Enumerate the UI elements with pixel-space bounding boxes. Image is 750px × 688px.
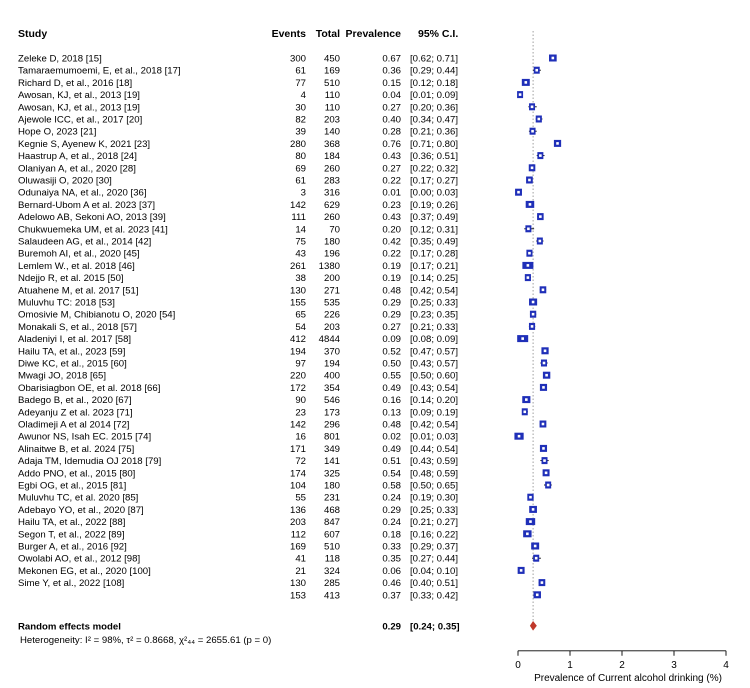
- study-events: 412: [289, 334, 306, 346]
- study-ci: [0.09; 0.19]: [410, 407, 459, 419]
- study-ci: [0.12; 0.31]: [410, 224, 459, 236]
- study-events: 75: [295, 236, 306, 248]
- study-label: Adebayo YO, et al., 2020 [87]: [18, 504, 144, 516]
- study-events: 169: [289, 541, 306, 553]
- heterogeneity-text: Heterogeneity: I² = 98%, τ² = 0.8668, χ²₄₄ = 2655.61 (p = 0): [20, 634, 272, 646]
- study-ci: [0.44; 0.54]: [410, 443, 459, 455]
- study-prevalence: 0.13: [382, 407, 401, 419]
- study-marker-center: [536, 594, 539, 597]
- study-marker-center: [517, 191, 520, 194]
- study-marker-center: [532, 313, 535, 316]
- study-total: 847: [323, 517, 340, 529]
- study-label: Odunaiya NA, et al., 2020 [36]: [18, 187, 147, 199]
- study-marker-center: [538, 118, 541, 121]
- study-total: 400: [323, 370, 340, 382]
- study-marker-center: [539, 240, 542, 243]
- study-ci: [0.25; 0.33]: [410, 504, 459, 516]
- study-ci: [0.33; 0.42]: [410, 590, 459, 602]
- study-total: 349: [323, 443, 340, 455]
- study-total: 184: [323, 151, 340, 163]
- study-prevalence: 0.54: [382, 468, 401, 480]
- study-events: 21: [295, 565, 306, 577]
- study-total: 169: [323, 65, 340, 77]
- study-label: Muluvhu TC: 2018 [53]: [18, 297, 115, 309]
- study-prevalence: 0.24: [382, 492, 401, 504]
- pooled-prevalence: 0.29: [382, 621, 401, 633]
- study-ci: [0.42; 0.54]: [410, 285, 459, 297]
- study-prevalence: 0.52: [382, 346, 401, 358]
- study-prevalence: 0.04: [382, 90, 401, 102]
- study-prevalence: 0.27: [382, 321, 401, 333]
- study-marker-center: [529, 203, 532, 206]
- study-marker-center: [531, 167, 534, 170]
- x-tick-label: 3: [671, 659, 677, 671]
- study-total: 607: [323, 529, 340, 541]
- study-prevalence: 0.02: [382, 431, 401, 443]
- study-marker-center: [543, 362, 546, 365]
- study-ci: [0.43; 0.59]: [410, 456, 459, 468]
- study-total: 196: [323, 248, 340, 260]
- study-ci: [0.40; 0.51]: [410, 578, 459, 590]
- study-ci: [0.20; 0.36]: [410, 102, 459, 114]
- study-label: Muluvhu TC, et al. 2020 [85]: [18, 492, 139, 504]
- study-events: 90: [295, 395, 306, 407]
- study-total: 271: [323, 285, 340, 297]
- study-events: 72: [295, 456, 306, 468]
- pooled-ci: [0.24; 0.35]: [410, 621, 460, 633]
- study-events: 111: [291, 212, 306, 224]
- study-total: 296: [323, 419, 340, 431]
- study-marker-center: [552, 57, 555, 60]
- header-ci: 95% C.I.: [418, 28, 459, 40]
- study-prevalence: 0.35: [382, 553, 401, 565]
- study-marker-center: [545, 472, 548, 475]
- study-ci: [0.48; 0.59]: [410, 468, 459, 480]
- study-ci: [0.27; 0.44]: [410, 553, 459, 565]
- study-events: 153: [289, 590, 306, 602]
- study-events: 82: [295, 114, 306, 126]
- study-marker-center: [542, 447, 545, 450]
- study-total: 510: [323, 77, 340, 89]
- study-events: 172: [289, 382, 306, 394]
- study-prevalence: 0.29: [382, 504, 401, 516]
- study-prevalence: 0.09: [382, 334, 401, 346]
- study-events: 55: [295, 492, 306, 504]
- study-total: 180: [323, 480, 340, 492]
- study-label: Atuahene M, et al. 2017 [51]: [18, 285, 139, 297]
- study-marker-center: [556, 142, 559, 145]
- study-total: 468: [323, 504, 340, 516]
- study-total: 140: [323, 126, 340, 138]
- study-label: Alinaitwe B, et al. 2024 [75]: [18, 443, 135, 455]
- study-ci: [0.14; 0.20]: [410, 395, 459, 407]
- study-events: 130: [289, 578, 306, 590]
- study-total: 118: [324, 553, 340, 565]
- study-ci: [0.14; 0.25]: [410, 273, 459, 285]
- study-prevalence: 0.27: [382, 163, 401, 175]
- study-ci: [0.01; 0.09]: [410, 90, 459, 102]
- study-label: Hope O, 2023 [21]: [18, 126, 97, 138]
- study-events: 69: [295, 163, 306, 175]
- x-tick-label: 0: [515, 659, 521, 671]
- study-marker-center: [531, 130, 534, 133]
- study-label: Chukwuemeka UM, et al. 2023 [41]: [18, 224, 168, 236]
- study-marker-center: [544, 350, 547, 353]
- study-marker-center: [543, 459, 546, 462]
- study-marker-center: [542, 386, 545, 389]
- study-total: 110: [324, 90, 340, 102]
- study-marker-center: [531, 325, 534, 328]
- study-total: 194: [323, 358, 340, 370]
- study-events: 142: [289, 199, 306, 211]
- study-events: 261: [289, 260, 306, 272]
- study-label: Hailu TA, et al., 2023 [59]: [18, 346, 126, 358]
- study-prevalence: 0.18: [382, 529, 401, 541]
- study-marker-center: [532, 508, 535, 511]
- study-label: Richard D, et al., 2016 [18]: [18, 77, 133, 89]
- study-marker-center: [529, 496, 532, 499]
- study-marker-center: [525, 81, 528, 84]
- study-prevalence: 0.48: [382, 285, 401, 297]
- study-total: 368: [323, 138, 340, 150]
- study-events: 54: [295, 321, 306, 333]
- study-ci: [0.25; 0.33]: [410, 297, 459, 309]
- study-total: 231: [323, 492, 340, 504]
- study-ci: [0.29; 0.37]: [410, 541, 459, 553]
- study-ci: [0.19; 0.26]: [410, 199, 459, 211]
- study-label: Omosivie M, Chibianotu O, 2020 [54]: [18, 309, 176, 321]
- study-total: 4844: [318, 334, 340, 346]
- study-total: 370: [323, 346, 340, 358]
- study-marker-center: [519, 93, 522, 96]
- study-label: Olaniyan A, et al., 2020 [28]: [18, 163, 136, 175]
- study-prevalence: 0.20: [382, 224, 401, 236]
- study-events: 300: [289, 53, 306, 65]
- study-label: Mwagi JO, 2018 [65]: [18, 370, 106, 382]
- study-marker-center: [528, 252, 531, 255]
- study-events: 136: [289, 504, 306, 516]
- study-total: 203: [323, 321, 340, 333]
- study-total: 354: [323, 382, 340, 394]
- study-marker-center: [520, 569, 523, 572]
- study-ci: [0.50; 0.65]: [410, 480, 459, 492]
- study-events: 171: [289, 443, 306, 455]
- study-events: 194: [289, 346, 306, 358]
- study-prevalence: 0.51: [382, 456, 401, 468]
- study-label: Tamaraemumoemi, E, et al., 2018 [17]: [18, 65, 181, 77]
- study-ci: [0.21; 0.36]: [410, 126, 459, 138]
- study-ci: [0.17; 0.27]: [410, 175, 459, 187]
- study-label: Segon T, et al., 2022 [89]: [18, 529, 125, 541]
- study-marker-center: [539, 154, 542, 157]
- study-ci: [0.17; 0.28]: [410, 248, 459, 260]
- study-ci: [0.43; 0.57]: [410, 358, 459, 370]
- study-label: Badego B, et al., 2020 [67]: [18, 395, 132, 407]
- study-total: 260: [323, 163, 340, 175]
- study-events: 220: [289, 370, 306, 382]
- study-label: Owolabi AO, et al., 2012 [98]: [18, 553, 141, 565]
- study-prevalence: 0.42: [382, 236, 401, 248]
- study-marker-center: [523, 411, 526, 414]
- study-prevalence: 0.76: [382, 138, 401, 150]
- study-prevalence: 0.40: [382, 114, 401, 126]
- study-marker-center: [541, 581, 544, 584]
- study-events: 142: [289, 419, 306, 431]
- study-marker-center: [529, 520, 532, 523]
- study-marker-center: [545, 374, 548, 377]
- study-total: 141: [323, 456, 340, 468]
- study-ci: [0.08; 0.09]: [410, 334, 459, 346]
- study-prevalence: 0.22: [382, 248, 401, 260]
- study-prevalence: 0.43: [382, 212, 401, 224]
- study-ci: [0.71; 0.80]: [410, 138, 459, 150]
- study-prevalence: 0.27: [382, 102, 401, 114]
- study-events: 112: [290, 529, 306, 541]
- study-label: Adeyanju Z et al. 2023 [71]: [18, 407, 133, 419]
- study-ci: [0.19; 0.30]: [410, 492, 459, 504]
- study-label: Burger A, et al., 2016 [92]: [18, 541, 127, 553]
- study-prevalence: 0.29: [382, 309, 401, 321]
- study-label: Zeleke D, 2018 [15]: [18, 53, 102, 65]
- study-ci: [0.00; 0.03]: [410, 187, 459, 199]
- study-ci: [0.35; 0.49]: [410, 236, 459, 248]
- study-total: 226: [323, 309, 340, 321]
- study-total: 801: [323, 431, 340, 443]
- pooled-label: Random effects model: [18, 621, 121, 633]
- study-ci: [0.04; 0.10]: [410, 565, 459, 577]
- study-ci: [0.37; 0.49]: [410, 212, 459, 224]
- study-marker-center: [526, 533, 529, 536]
- study-total: 283: [323, 175, 340, 187]
- pooled-diamond: [530, 622, 536, 630]
- study-ci: [0.62; 0.71]: [410, 53, 459, 65]
- study-ci: [0.22; 0.32]: [410, 163, 459, 175]
- study-marker-center: [527, 276, 530, 279]
- study-total: 629: [323, 199, 340, 211]
- study-events: 16: [295, 431, 306, 443]
- study-marker-center: [535, 69, 538, 72]
- study-label: Oluwasiji O, 2020 [30]: [18, 175, 112, 187]
- study-label: Oladimeji A et al 2014 [72]: [18, 419, 130, 431]
- study-events: 30: [295, 102, 306, 114]
- study-marker-center: [527, 264, 530, 267]
- study-label: Sime Y, et al., 2022 [108]: [18, 578, 125, 590]
- study-prevalence: 0.50: [382, 358, 401, 370]
- study-total: 285: [323, 578, 340, 590]
- study-events: 203: [289, 517, 306, 529]
- study-marker-center: [535, 557, 538, 560]
- study-ci: [0.12; 0.18]: [410, 77, 459, 89]
- x-tick-label: 2: [619, 659, 625, 671]
- study-total: 510: [323, 541, 340, 553]
- study-ci: [0.21; 0.27]: [410, 517, 459, 529]
- study-prevalence: 0.43: [382, 151, 401, 163]
- study-events: 14: [295, 224, 306, 236]
- study-prevalence: 0.33: [382, 541, 401, 553]
- study-ci: [0.42; 0.54]: [410, 419, 459, 431]
- study-events: 65: [295, 309, 306, 321]
- study-prevalence: 0.48: [382, 419, 401, 431]
- study-total: 413: [323, 590, 340, 602]
- study-ci: [0.43; 0.54]: [410, 382, 459, 394]
- study-label: Awosan, KJ, et al., 2013 [19]: [18, 90, 140, 102]
- study-prevalence: 0.16: [382, 395, 401, 407]
- study-events: 80: [295, 151, 306, 163]
- study-label: Adaja TM, Idemudia OJ 2018 [79]: [18, 456, 162, 468]
- study-ci: [0.29; 0.44]: [410, 65, 459, 77]
- study-events: 43: [295, 248, 306, 260]
- study-events: 97: [295, 358, 306, 370]
- study-prevalence: 0.58: [382, 480, 401, 492]
- x-tick-label: 1: [567, 659, 573, 671]
- study-events: 77: [295, 77, 306, 89]
- study-events: 61: [295, 65, 306, 77]
- study-label: Ndejjo R, et al. 2015 [50]: [18, 273, 124, 285]
- study-events: 41: [295, 553, 306, 565]
- study-marker-center: [532, 301, 535, 304]
- study-label: Salaudeen AG, et al., 2014 [42]: [18, 236, 152, 248]
- study-events: 38: [295, 273, 306, 285]
- study-marker-center: [528, 179, 531, 182]
- study-label: Haastrup A, et al., 2018 [24]: [18, 151, 137, 163]
- study-prevalence: 0.46: [382, 578, 401, 590]
- study-prevalence: 0.36: [382, 65, 401, 77]
- study-events: 155: [289, 297, 306, 309]
- study-total: 546: [323, 395, 340, 407]
- study-ci: [0.23; 0.35]: [410, 309, 459, 321]
- study-events: 3: [300, 187, 306, 199]
- x-tick-label: 4: [723, 659, 729, 671]
- study-marker-center: [547, 484, 550, 487]
- study-marker-center: [521, 337, 524, 340]
- study-label: Obarisiagbon OE, et al. 2018 [66]: [18, 382, 161, 394]
- study-marker-center: [542, 289, 545, 292]
- study-events: 130: [289, 285, 306, 297]
- study-marker-center: [534, 545, 537, 548]
- study-prevalence: 0.01: [382, 187, 401, 199]
- study-prevalence: 0.49: [382, 443, 401, 455]
- study-marker-center: [525, 398, 528, 401]
- study-label: Awunor NS, Isah EC. 2015 [74]: [18, 431, 152, 443]
- study-total: 203: [323, 114, 340, 126]
- study-label: Bernard-Ubom A et al. 2023 [37]: [18, 199, 156, 211]
- study-total: 535: [323, 297, 340, 309]
- study-label: Aladeniyi I, et al. 2017 [58]: [18, 334, 132, 346]
- study-label: Buremoh AI, et al., 2020 [45]: [18, 248, 140, 260]
- header-events: Events: [271, 28, 306, 40]
- study-prevalence: 0.29: [382, 297, 401, 309]
- study-label: Ajewole ICC, et al., 2017 [20]: [18, 114, 143, 126]
- study-label: Hailu TA, et al., 2022 [88]: [18, 517, 126, 529]
- study-marker-center: [542, 423, 545, 426]
- study-events: 174: [289, 468, 306, 480]
- study-ci: [0.36; 0.51]: [410, 151, 459, 163]
- study-prevalence: 0.28: [382, 126, 401, 138]
- study-total: 324: [323, 565, 340, 577]
- study-events: 4: [300, 90, 306, 102]
- study-total: 1380: [318, 260, 340, 272]
- study-events: 39: [295, 126, 306, 138]
- x-axis-title: Prevalence of Current alcohol drinking (%): [534, 672, 722, 684]
- study-prevalence: 0.67: [382, 53, 401, 65]
- study-events: 104: [289, 480, 306, 492]
- study-events: 23: [295, 407, 306, 419]
- study-prevalence: 0.55: [382, 370, 401, 382]
- study-label: Lemlem W., et al. 2018 [46]: [18, 260, 135, 272]
- study-ci: [0.34; 0.47]: [410, 114, 459, 126]
- study-total: 180: [323, 236, 340, 248]
- study-events: 61: [295, 175, 306, 187]
- study-label: Adelowo AB, Sekoni AO, 2013 [39]: [18, 212, 166, 224]
- study-label: Awosan, KJ, et al., 2013 [19]: [18, 102, 140, 114]
- study-prevalence: 0.15: [382, 77, 401, 89]
- study-ci: [0.16; 0.22]: [410, 529, 459, 541]
- header-study: Study: [18, 28, 48, 40]
- study-prevalence: 0.49: [382, 382, 401, 394]
- header-prevalence: Prevalence: [345, 28, 401, 40]
- study-total: 260: [323, 212, 340, 224]
- study-prevalence: 0.06: [382, 565, 401, 577]
- study-marker-center: [539, 215, 542, 218]
- study-marker-center: [531, 106, 534, 109]
- study-events: 280: [289, 138, 306, 150]
- study-prevalence: 0.19: [382, 260, 401, 272]
- study-prevalence: 0.19: [382, 273, 401, 285]
- header-total: Total: [315, 28, 340, 40]
- study-total: 316: [323, 187, 340, 199]
- study-label: Addo PNO, et al., 2015 [80]: [18, 468, 136, 480]
- study-ci: [0.17; 0.21]: [410, 260, 459, 272]
- study-ci: [0.21; 0.33]: [410, 321, 459, 333]
- study-label: Mekonen EG, et al., 2020 [100]: [18, 565, 151, 577]
- study-label: Kegnie S, Ayenew K, 2021 [23]: [18, 138, 151, 150]
- study-ci: [0.01; 0.03]: [410, 431, 459, 443]
- study-marker-center: [527, 228, 530, 231]
- study-total: 110: [324, 102, 340, 114]
- study-marker-center: [518, 435, 521, 438]
- study-prevalence: 0.22: [382, 175, 401, 187]
- study-total: 173: [323, 407, 340, 419]
- study-ci: [0.47; 0.57]: [410, 346, 459, 358]
- study-total: 200: [323, 273, 340, 285]
- study-prevalence: 0.23: [382, 199, 401, 211]
- study-total: 70: [329, 224, 340, 236]
- study-label: Diwe KC, et al., 2015 [60]: [18, 358, 127, 370]
- study-ci: [0.50; 0.60]: [410, 370, 459, 382]
- study-total: 450: [323, 53, 340, 65]
- study-prevalence: 0.24: [382, 517, 401, 529]
- study-prevalence: 0.37: [382, 590, 401, 602]
- study-label: Egbi OG, et al., 2015 [81]: [18, 480, 127, 492]
- study-total: 325: [323, 468, 340, 480]
- study-label: Monakali S, et al., 2018 [57]: [18, 321, 137, 333]
